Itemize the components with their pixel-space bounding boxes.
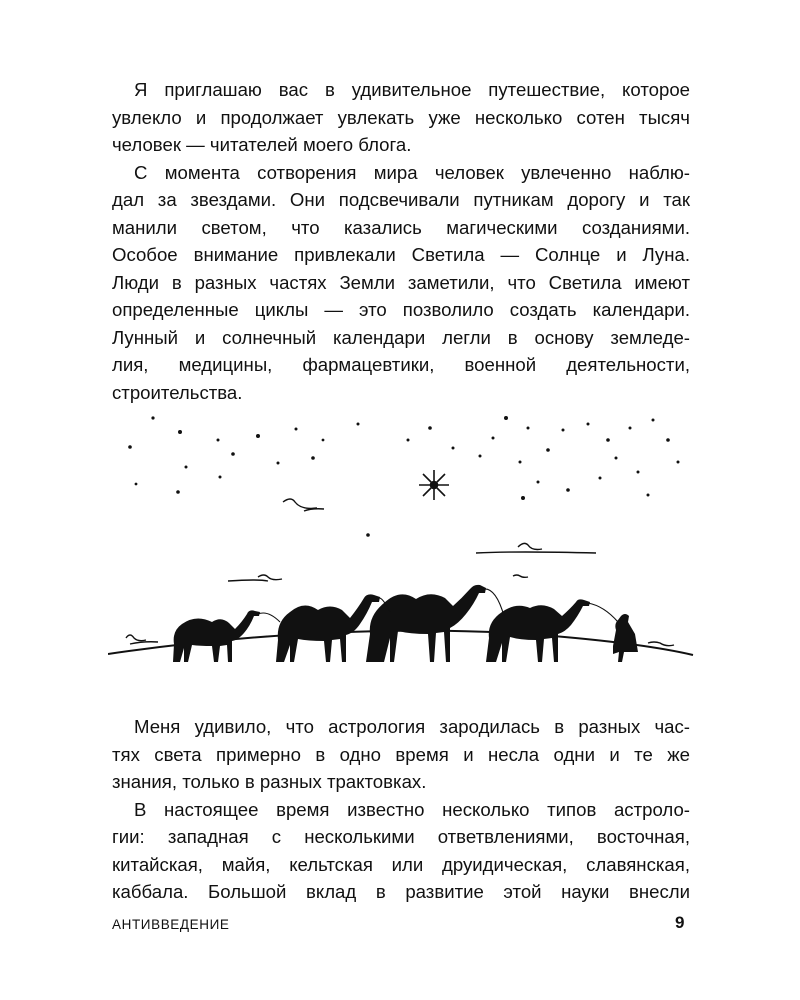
text-line: Особое внимание привлекали Светила — Солнце и Луна. <box>112 244 690 265</box>
text-line: манили светом, что казались магическими созданиями. <box>112 216 690 238</box>
text-line: китайская, майя, кельтская или друидическая, славянская, <box>112 853 690 875</box>
paragraph-group-1 <box>112 76 690 406</box>
camels <box>173 585 638 662</box>
running-footer-section: АНТИВВЕДЕНИЕ <box>112 917 230 932</box>
page-number: 9 <box>675 913 685 932</box>
text-line: дал за звездами. Они подсвечивали путникам дорогу и так <box>112 189 690 210</box>
bright-star-icon <box>419 470 449 500</box>
text-line: определенные циклы — это позволило создать календари. <box>112 299 690 320</box>
text-line: Я приглашаю вас в удивительное путешествие, которое <box>134 79 690 100</box>
text-line: каббала. Большой вклад в развитие этой науки внесли <box>112 881 690 902</box>
text-line: увлекло и продолжает увлекать уже несколько сотен тысяч <box>112 106 690 128</box>
stars <box>128 416 679 537</box>
paragraph-group-2 <box>112 713 690 906</box>
text-line: знания, только в разных трактовках. <box>112 771 427 792</box>
text-line: гии: западная с несколькими ответвлениями, восточная, <box>112 826 690 847</box>
text-line: Лунный и солнечный календари легли в основу земледе- <box>112 326 690 348</box>
text-line: лия, медицины, фармацевтики, военной деятельности, <box>112 354 690 375</box>
text-line: Люди в разных частях Земли заметили, что Светила имеют <box>112 271 690 293</box>
text-line: тях света примерно в одно время и несла одни и те же <box>112 743 690 765</box>
text-line: человек — читателей моего блога. <box>112 134 412 155</box>
text-line: Меня удивило, что астрология зародилась в разных час- <box>134 716 690 737</box>
text-line: С момента сотворения мира человек увлеченно наблю- <box>134 161 690 183</box>
text-line: строительства. <box>112 381 243 403</box>
camel-caravan-illustration <box>108 400 698 700</box>
text-line: В настоящее время известно несколько типов астроло- <box>134 798 690 820</box>
